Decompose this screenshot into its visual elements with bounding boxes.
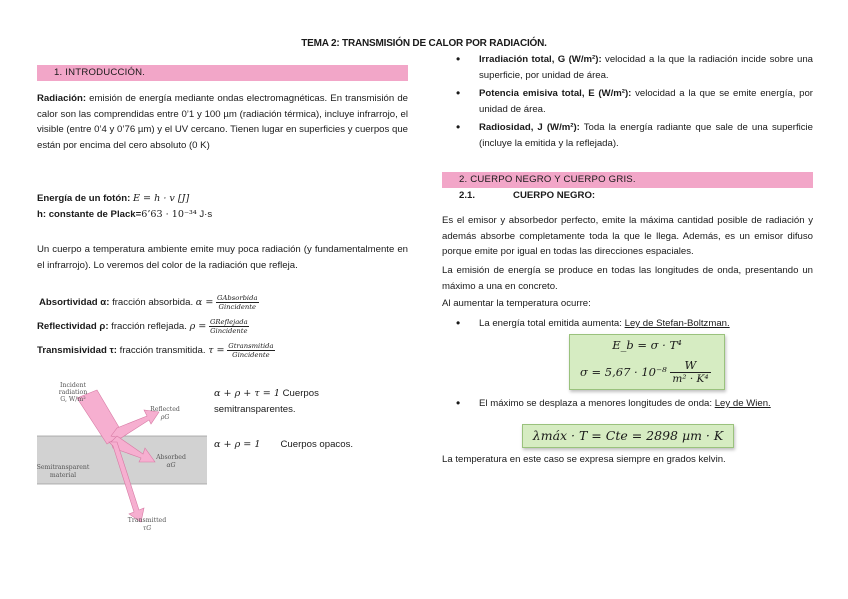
section-2-heading	[442, 172, 813, 188]
eq-semitransparent-formula: α + ρ + τ = 1	[214, 388, 280, 399]
reflected-label: Reflected	[150, 406, 180, 413]
reflected-arrow	[111, 410, 159, 438]
stefan-sigma: σ = 5,67 · 10⁻⁸	[580, 364, 667, 379]
wien-bullet	[442, 396, 813, 412]
temperature-intro: Al aumentar la temperatura ocurre:	[442, 298, 591, 309]
stefan-eq-line-1: E_b = σ · T⁴	[612, 338, 682, 352]
radiacion-term: Radiación:	[37, 93, 87, 104]
list-item-potencia-emisiva	[442, 86, 813, 117]
transmitted-label: Transmitted	[127, 517, 167, 524]
reflectividad-numerator: GReflejada	[209, 317, 248, 326]
transmisividad-line	[37, 341, 408, 361]
transmitted-symbol: τG	[142, 525, 152, 532]
reflectividad-denominator: Gincidente	[210, 326, 248, 335]
stefan-unit-den: m² · K⁴	[672, 373, 709, 385]
transmisividad-term: Transmisividad τ:	[37, 345, 117, 356]
absortividad-lhs: α =	[195, 297, 214, 308]
absortividad-fraction	[216, 294, 258, 311]
planck-line	[37, 207, 408, 223]
radiosidad-term: Radiosidad, J (W/m²):	[479, 122, 580, 133]
material-label-1: Semitransparent	[37, 464, 90, 471]
irradiacion-text: velocidad a la que la radiación incide sobre una superficie, por unidad de área.	[479, 54, 813, 81]
radiacion-paragraph	[37, 91, 408, 153]
subsection-2-1-heading	[459, 188, 759, 204]
kelvin-note: La temperatura en este caso se expresa siempre en grados kelvin.	[442, 454, 726, 465]
foton-line	[37, 191, 408, 207]
reflectividad-fraction	[209, 318, 249, 335]
eq-opaque-label: Cuerpos opacos.	[280, 439, 354, 450]
planck-value: 6’63 · 10⁻³⁴	[141, 209, 197, 220]
incident-label-2: radiation	[58, 389, 88, 396]
wien-equation-box	[522, 424, 734, 448]
section-2-heading-text: 2. CUERPO NEGRO Y CUERPO GRIS.	[459, 174, 636, 185]
stefan-bullet	[442, 316, 813, 332]
reflectividad-term: Reflectividad ρ:	[37, 321, 109, 332]
transmisividad-lhs: τ =	[208, 345, 225, 356]
absorbed-symbol: αG	[166, 462, 176, 469]
emission-paragraph: La emisión de energía se produce en todas las longitudes de onda, presentando un máximo a una en concreto.	[442, 265, 813, 292]
reflected-symbol: ρG	[160, 414, 170, 421]
absortividad-denominator: Gincidente	[218, 302, 256, 311]
property-list	[37, 293, 408, 361]
foton-formula: E = h · v [J]	[132, 193, 190, 204]
section-1-heading	[37, 65, 408, 81]
planck-term: h: constante de Plack=	[37, 209, 142, 220]
wien-bullet-text: El máximo se desplaza a menores longitudes de onda:	[479, 398, 715, 409]
reflectividad-lhs: ρ =	[189, 321, 207, 332]
cuerpo-negro-paragraph: Es el emisor y absorbedor perfecto, emite la máxima cantidad posible de radiación y además absorbe completamente toda la que le llega. Además, es un emisor difuso porque emite por igual en todas las direcciones espaciales.	[442, 215, 813, 257]
transmisividad-text: fracción transmitida.	[117, 345, 209, 356]
list-item-radiosidad	[442, 120, 813, 151]
irradiacion-term: Irradiación total, G (W/m²):	[479, 54, 602, 65]
subsection-title: CUERPO NEGRO:	[513, 190, 596, 201]
wien-law-link[interactable]: Ley de Wien.	[714, 398, 771, 409]
ambient-paragraph: Un cuerpo a temperatura ambiente emite muy poca radiación (y fundamentalmente en el infrarrojo). Lo veremos del color de la radiación que refleja.	[37, 244, 408, 271]
transmisividad-fraction	[227, 342, 274, 359]
foton-term: Energía de un fotón:	[37, 193, 131, 204]
eq-semitransparent-label: Cuerpos semitransparentes.	[214, 388, 319, 415]
list-item-irradiacion	[442, 52, 813, 83]
eq-opaque	[214, 437, 394, 453]
planck-unit: J·s	[196, 209, 213, 220]
page-title: TEMA 2: TRANSMISIÓN DE CALOR POR RADIACIÓN.	[301, 38, 547, 49]
radiation-diagram	[37, 376, 207, 536]
absortividad-line	[37, 293, 408, 313]
absortividad-term: Absortividad α:	[39, 297, 110, 308]
radiacion-text: emisión de energía mediante ondas electromagnéticas. En transmisión de calor son las comprendidas entre 0’1 y 100 µm (radiación térmica), incluye infrarrojo, el visible (entre 0’4 y 0’76 µm) y el UV cercano. Tienen lugar en superficies y cuerpos que están por encima del cero absoluto (0 K)	[37, 93, 408, 151]
transmisividad-denominator: Gincidente	[232, 350, 270, 359]
eq-semitransparent	[214, 386, 374, 417]
eq-opaque-formula: α + ρ = 1	[214, 439, 261, 450]
stefan-unit-num: W	[670, 359, 710, 373]
list-item-stefan	[442, 316, 813, 332]
reflectividad-text: fracción reflejada.	[108, 321, 190, 332]
stefan-eq-line-2	[580, 359, 711, 386]
absortividad-numerator: GAbsorbida	[217, 293, 258, 302]
potencia-emisiva-text: velocidad a la que se emite energía, por unidad de área.	[479, 88, 813, 115]
transmisividad-numerator: Gtransmitida	[228, 341, 274, 350]
stefan-boltzman-equation-box	[569, 334, 725, 390]
absorbed-label: Absorbed	[156, 454, 186, 461]
stefan-boltzman-link[interactable]: Ley de Stefan-Boltzman.	[624, 318, 730, 329]
reflectividad-line	[37, 317, 408, 337]
absortividad-text: fracción absorbida.	[109, 297, 196, 308]
section-1-heading-text: 1. INTRODUCCIÓN.	[54, 67, 146, 78]
potencia-emisiva-term: Potencia emisiva total, E (W/m²):	[479, 88, 632, 99]
stefan-bullet-text: La energía total emitida aumenta:	[479, 318, 625, 329]
wien-formula: λmáx · T = Cte = 2898 µm · K	[532, 428, 724, 443]
stefan-unit-fraction	[670, 359, 710, 386]
incident-label-1: Incident	[60, 382, 86, 389]
radiosidad-text: Toda la energía radiante que sale de una superficie (incluye la emitida y la reflejada).	[479, 122, 813, 149]
incident-label-3: G, W/m²	[60, 396, 86, 403]
list-item-wien	[442, 396, 813, 412]
material-label-2: material	[49, 472, 77, 479]
radiation-quantities-list	[442, 52, 813, 151]
subsection-number: 2.1.	[459, 190, 476, 201]
